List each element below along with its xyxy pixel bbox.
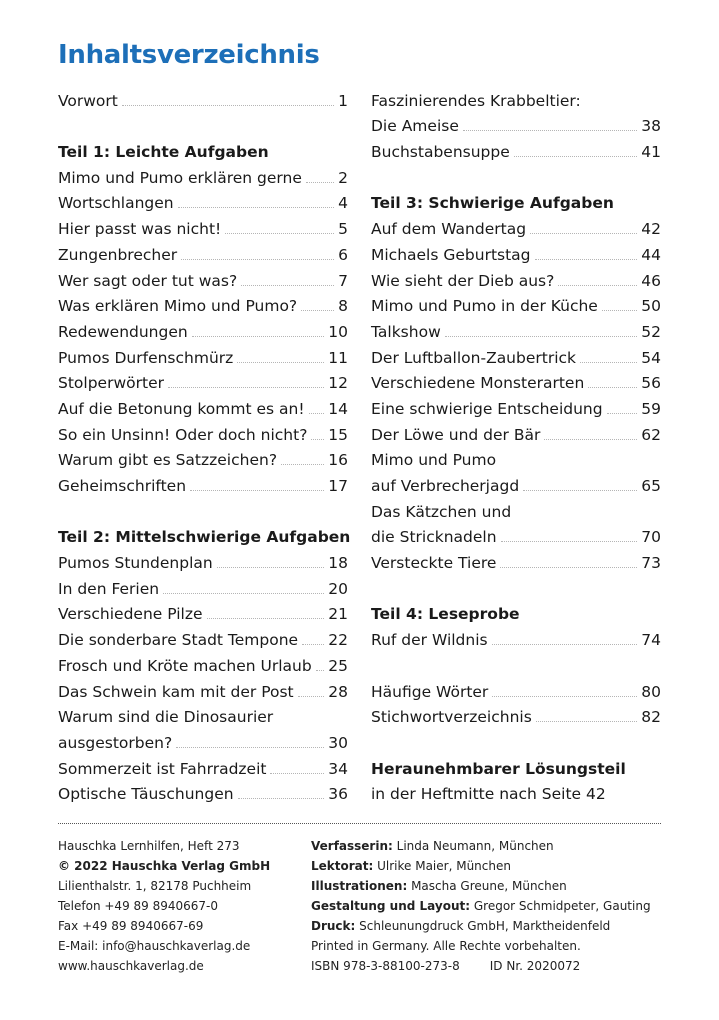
toc-entry-title: Mimo und Pumo [371,451,497,470]
section-heading [371,599,661,625]
dot-leader [217,567,325,568]
toc-entry [58,393,348,419]
toc-entry [58,779,348,805]
dot-leader [306,182,334,183]
toc-entry [371,265,661,291]
dot-leader [535,259,638,260]
dot-leader [225,233,334,234]
toc-entry-page: 65 [641,477,661,495]
toc-entry [58,239,348,265]
toc-entry-page: 56 [641,374,661,393]
toc-entry [58,676,348,702]
publisher-line: Fax +49 89 8940667-69 [58,919,204,933]
toc-entry-page: 18 [328,554,348,573]
toc-entry-page: 54 [641,348,661,367]
toc-entry [371,419,661,445]
dot-leader [302,644,324,645]
spacer [58,111,348,137]
section-heading [371,188,661,214]
toc-entry [371,779,661,805]
dot-leader [536,721,637,722]
toc-entry-title: Auf die Betonung kommt es an! [58,399,305,418]
credit-line: Printed in Germany. Alle Rechte vorbehalten. [311,939,581,953]
publisher-line: Lilienthalstr. 1, 82178 Puchheim [58,879,252,893]
toc-entry-title: Hier passt was nicht! [58,220,222,239]
toc-entry-title: Das Kätzchen und [371,502,512,521]
dot-leader [237,362,324,363]
toc-entry [58,624,348,650]
toc-entry-page: 82 [641,708,661,727]
toc-entry-page: 70 [641,528,661,547]
dot-leader [207,618,325,619]
credit-line [311,876,671,896]
isbn: ISBN 978-3-88100-273-8 [311,959,460,973]
section-heading-text: Teil 2: Mittelschwierige Aufgaben [58,528,351,547]
dot-leader [163,593,324,594]
toc-entry [371,239,661,265]
toc-entry-page: 4 [338,194,348,213]
dot-leader [181,259,334,260]
dot-leader [492,644,638,645]
toc-entry-page: 2 [338,168,348,187]
toc-entry [58,470,348,496]
toc-entry-title: Stolperwörter [58,374,164,393]
toc-entry-title: Verschiedene Pilze [58,605,203,624]
toc-entry [371,624,661,650]
toc-entry-page: 8 [338,297,348,316]
credit-line [311,836,671,856]
toc-entry-title: die Stricknadeln [371,528,497,547]
dot-leader [168,387,324,388]
toc-entry-title: Der Luftballon-Zaubertrick [371,348,577,367]
credit-value: Mascha Greune, München [411,879,567,893]
toc-entry-page: 1 [338,91,348,110]
toc-entry [58,419,348,445]
toc-entry-page: 15 [328,425,348,444]
toc-entry-page: 34 [328,759,348,778]
toc-entry-page: 62 [641,425,661,444]
toc-entry-page: 44 [641,245,661,264]
section-heading [371,753,661,779]
section-heading-text: Teil 4: Leseprobe [371,605,520,624]
toc-entry-title: Die Ameise [371,117,459,136]
toc-entry [371,213,661,239]
dot-leader [176,747,324,748]
dot-leader [544,439,637,440]
spacer [371,650,661,676]
toc-entry [58,650,348,676]
toc-entry [371,342,661,368]
credit-value: Linda Neumann, München [396,839,554,853]
toc-right-column [371,85,661,804]
toc-entry-title: Geheimschriften [58,477,187,495]
toc-entry-page: 6 [338,245,348,264]
dot-leader [445,336,638,337]
toc-entry-title: Zungenbrecher [58,245,178,264]
toc-entry [371,470,661,496]
toc-entry-title: Sommerzeit ist Fahrradzeit [58,759,267,778]
dot-leader [316,670,325,671]
toc-left-column [58,85,351,804]
id-number: ID Nr. 2020072 [489,959,581,973]
toc-entry-title: Mimo und Pumo in der Küche [371,297,598,316]
credit-label: Druck: [311,919,356,933]
toc-entry-page: 10 [328,322,348,341]
toc-entry-page: 59 [641,399,661,418]
section-heading [58,136,348,162]
toc-entry-title: Wie sieht der Dieb aus? [371,271,555,290]
toc-entry [371,547,661,573]
publisher-line: Hauschka Lernhilfen, Heft 273 [58,839,240,853]
footer-divider [58,823,661,824]
spacer [371,727,661,753]
toc-entry [58,342,348,368]
toc-entry-title: Pumos Stundenplan [58,554,213,573]
toc-entry-title: Das Schwein kam mit der Post [58,682,294,701]
toc-entry-page: 11 [328,348,348,367]
dot-leader [190,490,324,491]
spacer [371,573,661,599]
spacer [58,496,348,522]
credit-label: Gestaltung und Layout: [311,899,471,913]
toc-entry [58,445,348,471]
dot-leader [530,233,637,234]
toc-entry-page: 42 [641,220,661,239]
publisher-line: E-Mail: info@hauschkaverlag.de [58,939,251,953]
section-heading-text: Teil 1: Leichte Aufgaben [58,143,269,162]
dot-leader [311,439,324,440]
toc-entry-title: Pumos Durfenschmürz [58,348,234,367]
spacer [371,162,661,188]
toc-entry [371,702,661,728]
dot-leader [122,105,334,106]
toc-entry-page: 52 [641,322,661,341]
dot-leader [501,541,638,542]
toc-entry-title: Talkshow [371,322,441,341]
toc-entry [58,727,348,753]
toc-entry [371,522,661,548]
toc-entry [58,753,348,779]
toc-entry-page: 38 [641,117,661,136]
toc-entry-title: Redewendungen [58,322,188,341]
publisher-line: Telefon +49 89 8940667-0 [58,899,219,913]
toc-entry-page: 25 [328,656,348,675]
dot-leader [270,773,324,774]
toc-entry-page: 22 [328,631,348,650]
dot-leader [523,490,637,491]
toc-entry-page: 14 [328,399,348,418]
toc-entry-page: 30 [328,733,348,752]
toc-entry-page: 16 [328,451,348,470]
toc-entry-title: Eine schwierige Entscheidung [371,399,603,418]
toc-entry [58,702,348,728]
toc-entry [58,368,348,394]
toc-entry-title: Warum sind die Dinosaurier [58,708,274,727]
dot-leader [241,285,334,286]
toc-entry-page: 5 [338,220,348,239]
toc-entry [58,291,348,317]
toc-entry [371,85,661,111]
toc-entry-title: in der Heftmitte nach Seite 42 [371,785,606,804]
toc-entry-title: Die sonderbare Stadt Tempone [58,631,299,650]
toc-entry-page: 50 [641,297,661,316]
toc-entry [371,676,661,702]
section-heading [58,522,351,548]
toc-entry [58,316,348,342]
credit-label: Illustrationen: [311,879,408,893]
toc-entry [58,188,348,214]
publisher-line: © 2022 Hauschka Verlag GmbH [58,859,271,873]
toc-entry-title: Wortschlangen [58,194,174,213]
credit-value: Gregor Schmidpeter, Gauting [473,899,651,913]
toc-entry [371,445,661,471]
toc-entry-title: Ruf der Wildnis [371,631,488,650]
publisher-line: www.hauschkaverlag.de [58,959,204,973]
toc-entry [58,162,348,188]
toc-entry [371,393,661,419]
toc-entry-title: Mimo und Pumo erklären gerne [58,168,302,187]
toc-entry-page: 17 [328,477,348,495]
toc-entry [371,291,661,317]
toc-entry-page: 41 [641,143,661,162]
toc-entry-title: Häufige Wörter [371,682,489,701]
dot-leader [588,387,637,388]
dot-leader [514,156,637,157]
page-title: Inhaltsverzeichnis [58,40,320,70]
dot-leader [298,696,325,697]
credit-line [311,916,671,936]
toc-entry-title: auf Verbrecherjagd [371,477,520,495]
dot-leader [500,567,637,568]
toc-entry [58,599,348,625]
credit-value: Ulrike Maier, München [377,859,511,873]
toc-entry-title: Warum gibt es Satzzeichen? [58,451,278,470]
dot-leader [238,798,325,799]
section-heading-text: Teil 3: Schwierige Aufgaben [371,194,614,213]
toc-entry-title: Was erklären Mimo und Pumo? [58,297,298,316]
dot-leader [602,310,637,311]
dot-leader [178,207,335,208]
section-heading-text: Heraunehmbarer Lösungsteil [371,759,626,778]
toc-entry-page: 80 [641,682,661,701]
credit-line [311,856,671,876]
toc-entry-title: Buchstabensuppe [371,143,510,162]
toc-entry [58,265,348,291]
toc-entry-title: Frosch und Kröte machen Urlaub [58,656,312,675]
dot-leader [192,336,325,337]
credits-info [311,836,671,976]
isbn-line [311,956,671,976]
toc-entry [58,213,348,239]
dot-leader [309,413,325,414]
dot-leader [558,285,637,286]
toc-entry [58,547,348,573]
toc-entry-page: 73 [641,554,661,573]
dot-leader [281,464,324,465]
toc-entry-page: 28 [328,682,348,701]
toc-entry [371,368,661,394]
toc-entry [371,136,661,162]
credit-label: Verfasserin: [311,839,393,853]
dot-leader [607,413,638,414]
toc-entry-page: 74 [641,631,661,650]
publisher-info [58,836,298,976]
toc-entry [371,316,661,342]
toc-entry-title: Faszinierendes Krabbeltier: [371,91,581,110]
toc-entry [371,111,661,137]
dot-leader [301,310,334,311]
toc-entry-page: 7 [338,271,348,290]
credit-value: Schleunungdruck GmbH, Marktheidenfeld [359,919,611,933]
toc-entry-title: In den Ferien [58,579,160,598]
toc-entry-title: Vorwort [58,91,118,110]
credit-label: Lektorat: [311,859,374,873]
toc-entry-title: Wer sagt oder tut was? [58,271,238,290]
dot-leader [492,696,637,697]
toc-entry [371,496,661,522]
toc-entry-page: 21 [328,605,348,624]
toc-entry [58,573,348,599]
toc-entry-title: Michaels Geburtstag [371,245,531,264]
toc-entry [58,85,348,111]
toc-entry-title: Auf dem Wandertag [371,220,527,239]
toc-entry-page: 46 [641,271,661,290]
toc-entry-title: So ein Unsinn! Oder doch nicht? [58,425,308,444]
dot-leader [463,130,637,131]
toc-entry-title: Versteckte Tiere [371,554,497,573]
toc-entry-title: ausgestorben? [58,733,173,752]
dot-leader [580,362,637,363]
toc-entry-title: Optische Täuschungen [58,785,234,804]
toc-entry-page: 12 [328,374,348,393]
toc-entry-title: Verschiedene Monsterarten [371,374,585,393]
toc-entry-title: Stichwortverzeichnis [371,708,532,727]
toc-entry-page: 36 [328,785,348,804]
toc-entry-title: Der Löwe und der Bär [371,425,541,444]
credit-line [311,896,671,916]
toc-entry-page: 20 [328,579,348,598]
